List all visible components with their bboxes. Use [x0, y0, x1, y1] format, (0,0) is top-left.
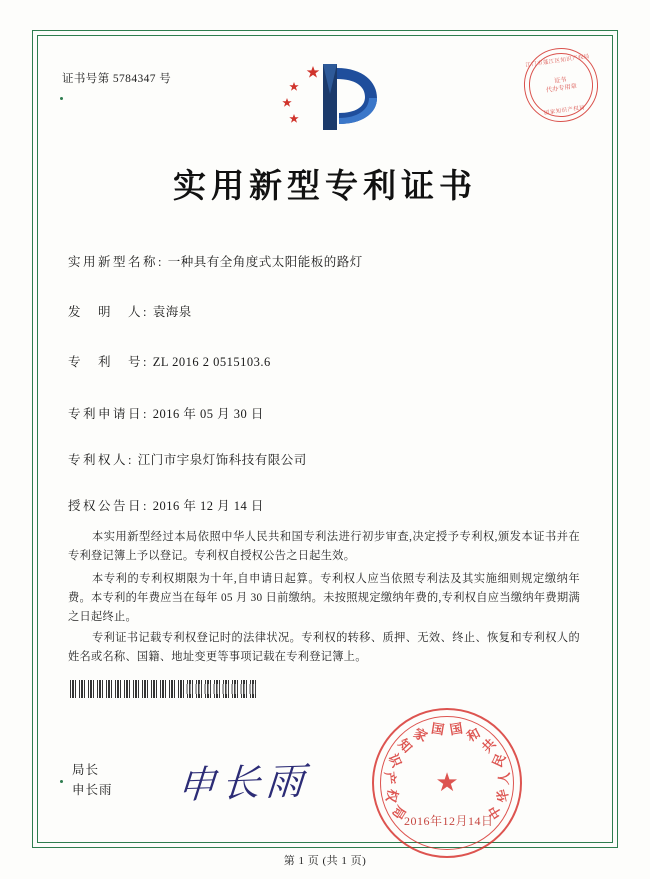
paragraph-grant: 本实用新型经过本局依照中华人民共和国专利法进行初步审查,决定授予专利权,颁发本证书并在专利登记簿上予以登记。专利权自授权公告之日起生效。 — [68, 531, 580, 562]
field-value: 2016 年 05 月 30 日 — [152, 407, 264, 421]
field-label: 专 利 号: — [68, 355, 149, 369]
field-label: 发 明 人: — [68, 305, 149, 319]
page-title: 实用新型专利证书 — [173, 166, 477, 205]
field-patentee — [68, 450, 307, 468]
handwritten-signature: 申长雨 — [176, 758, 312, 808]
seal-date: 2016年12月14日 — [404, 814, 494, 828]
field-label: 实用新型名称: — [68, 255, 164, 269]
field-value: 2016 年 12 月 14 日 — [152, 499, 264, 513]
field-application-date — [68, 404, 264, 422]
seal-arc-top-text: 江门市蓬江区知识产权局 — [525, 53, 591, 69]
field-value: 一种具有全角度式太阳能板的路灯 — [167, 255, 363, 269]
director-title-label: 局长 — [72, 763, 100, 777]
seal-line-2: 代办专用章 — [545, 82, 578, 95]
certificate-number: 证书号第 5784347 号 — [62, 73, 172, 85]
national-office-seal: ★ 中 华 人 民 共 和 国 国 家 知 识 产 权 局 — [372, 708, 522, 858]
barcode-tail — [186, 684, 258, 694]
seal-line-1: 证书 — [553, 76, 567, 85]
field-grant-date — [68, 496, 264, 514]
paragraph-term-and-fees: 本专利的专利权期限为十年,自申请日起算。专利权人应当依照专利法及其实施细则规定缴纳年费。本专利的年费应当在每年 05 月 30 日前缴纳。未按照规定缴纳年费的,专利权自应当缴纳年费期满之日起终止。 — [68, 573, 580, 623]
field-inventor — [68, 302, 192, 320]
paragraph-register: 专利证书记载专利权登记时的法律状况。专利权的转移、质押、无效、终止、恢复和专利权人的姓名或名称、国籍、地址变更等事项记载在专利登记簿上。 — [68, 632, 580, 663]
seal-arc-bottom-text: 国家知识产权局 — [543, 104, 586, 117]
corner-dot — [60, 780, 63, 783]
star-emblem-icon: ★ — [435, 768, 459, 797]
field-value: 江门市宇泉灯饰科技有限公司 — [137, 453, 307, 467]
field-label: 专利申请日: — [68, 407, 149, 421]
logo-stars-icon — [282, 66, 319, 123]
signature-block — [72, 760, 113, 800]
cnipa-logo — [267, 60, 383, 132]
page-footer: 第 1 页 (共 1 页) — [283, 855, 367, 867]
field-value: ZL 2016 2 0515103.6 — [152, 355, 271, 369]
border-frame-inner — [37, 35, 613, 843]
field-value: 袁海泉 — [152, 305, 192, 319]
field-label: 专利权人: — [68, 453, 134, 467]
corner-dot — [60, 97, 63, 100]
field-patent-number — [68, 352, 271, 370]
director-name-label: 申长雨 — [72, 783, 113, 797]
field-invention-name — [68, 252, 363, 270]
field-label: 授权公告日: — [68, 499, 149, 513]
